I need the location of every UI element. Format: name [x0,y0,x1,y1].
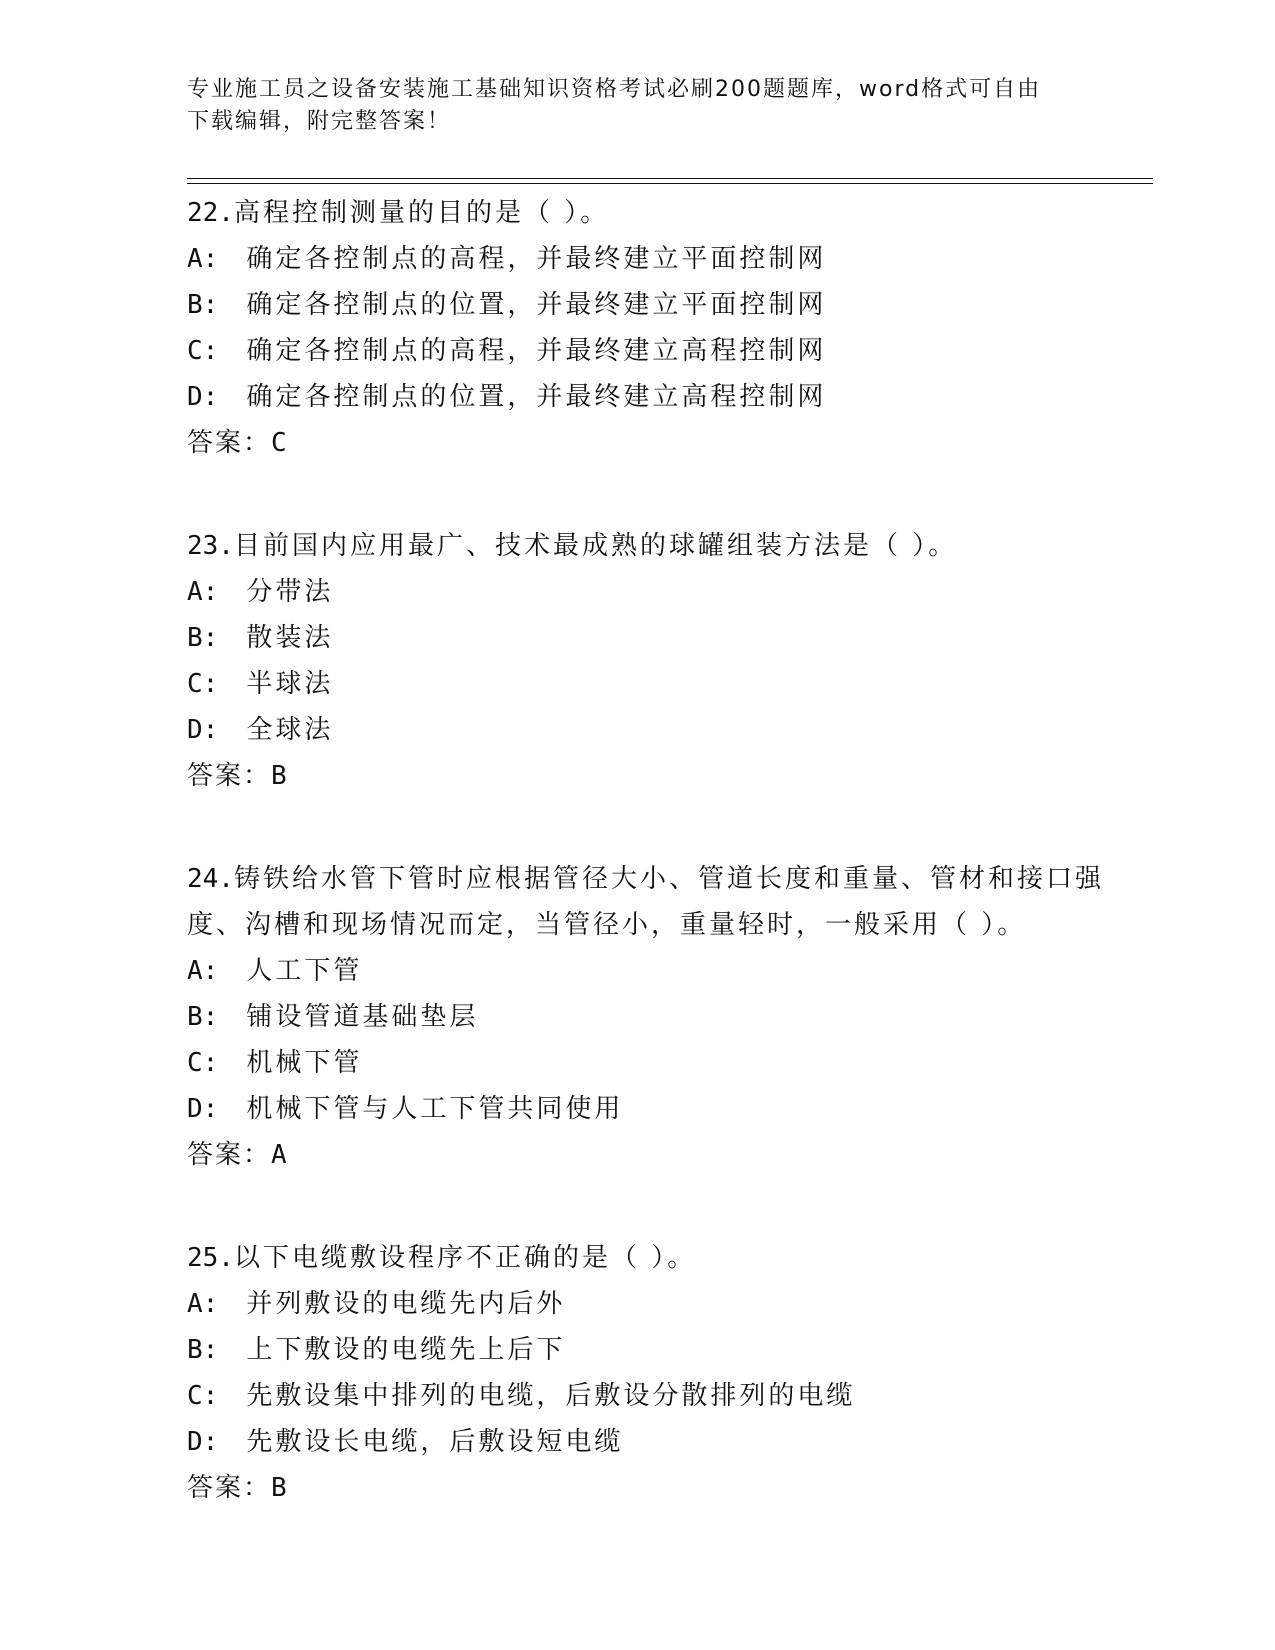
answer-value: C [271,428,289,458]
question-23 [187,523,1107,799]
option-list [187,1281,1107,1465]
question-list [187,190,1107,1568]
header-line-1: 专业施工员之设备安装施工基础知识资格考试必刷200题题库，word格式可自由 [187,77,1042,102]
option-letter: A: [187,577,219,607]
answer-line [187,1132,1107,1178]
answer-label: 答案： [187,428,272,458]
option-text: 确定各控制点的位置，并最终建立高程控制网 [246,382,827,412]
option-text: 确定各控制点的高程，并最终建立平面控制网 [246,244,827,274]
option-letter: D: [187,1427,219,1457]
answer-label: 答案： [187,761,272,791]
option-letter: A: [187,244,219,274]
option-text: 全球法 [246,715,334,745]
option-b [187,615,1107,661]
option-letter: B: [187,623,219,653]
question-22 [187,190,1107,466]
option-d [187,1419,1107,1465]
option-letter: D: [187,382,219,412]
option-text: 半球法 [246,669,334,699]
option-letter: C: [187,336,219,366]
answer-value: A [271,1140,289,1170]
option-text: 人工下管 [246,956,363,986]
option-b [187,282,1107,328]
question-number: 25. [187,1243,234,1273]
question-number: 23. [187,531,234,561]
option-c [187,661,1107,707]
option-letter: A: [187,1289,219,1319]
option-d [187,374,1107,420]
option-text: 机械下管 [246,1048,363,1078]
answer-line [187,420,1107,466]
option-list [187,569,1107,753]
option-text: 机械下管与人工下管共同使用 [246,1094,624,1124]
question-text: 高程控制测量的目的是（ ）。 [233,198,610,228]
question-stem [187,523,1107,569]
option-b [187,994,1107,1040]
option-letter: C: [187,669,219,699]
question-24 [187,856,1107,1178]
option-text: 分带法 [246,577,334,607]
option-letter: B: [187,1002,219,1032]
question-number: 22. [187,198,234,228]
option-text: 铺设管道基础垫层 [246,1002,479,1032]
answer-line [187,753,1107,799]
option-text: 先敷设长电缆，后敷设短电缆 [246,1427,624,1457]
question-25 [187,1235,1107,1511]
header-line-2: 下载编辑，附完整答案！ [187,109,452,134]
option-text: 上下敷设的电缆先上后下 [246,1335,566,1365]
option-c [187,1373,1107,1419]
option-letter: A: [187,956,219,986]
option-list [187,948,1107,1132]
option-d [187,707,1107,753]
option-c [187,1040,1107,1086]
option-c [187,328,1107,374]
option-text: 确定各控制点的高程，并最终建立高程控制网 [246,336,827,366]
option-d [187,1086,1107,1132]
question-number: 24. [187,864,234,894]
option-a [187,569,1107,615]
option-letter: C: [187,1048,219,1078]
answer-line [187,1465,1107,1511]
question-stem [187,1235,1107,1281]
option-letter: D: [187,715,219,745]
question-stem [187,190,1107,236]
document-header [187,74,1067,138]
option-text: 并列敷设的电缆先内后外 [246,1289,566,1319]
header-rule-top [187,178,1153,179]
header-rule-bottom [187,183,1153,184]
question-text: 目前国内应用最广、技术最成熟的球罐组装方法是（ ）。 [233,531,958,561]
option-letter: B: [187,290,219,320]
option-text: 先敷设集中排列的电缆，后敷设分散排列的电缆 [246,1381,856,1411]
answer-value: B [271,1473,289,1503]
option-b [187,1327,1107,1373]
question-text: 铸铁给水管下管时应根据管径大小、管道长度和重量、管材和接口强度、沟槽和现场情况而定，当管径小，重量轻时，一般采用（ ）。 [187,864,1104,940]
option-a [187,1281,1107,1327]
option-letter: C: [187,1381,219,1411]
option-text: 确定各控制点的位置，并最终建立平面控制网 [246,290,827,320]
option-letter: B: [187,1335,219,1365]
answer-value: B [271,761,289,791]
option-a [187,236,1107,282]
question-text: 以下电缆敷设程序不正确的是（ ）。 [233,1243,697,1273]
answer-label: 答案： [187,1473,272,1503]
question-stem [187,856,1107,948]
option-letter: D: [187,1094,219,1124]
answer-label: 答案： [187,1140,272,1170]
option-list [187,236,1107,420]
option-a [187,948,1107,994]
option-text: 散装法 [246,623,334,653]
